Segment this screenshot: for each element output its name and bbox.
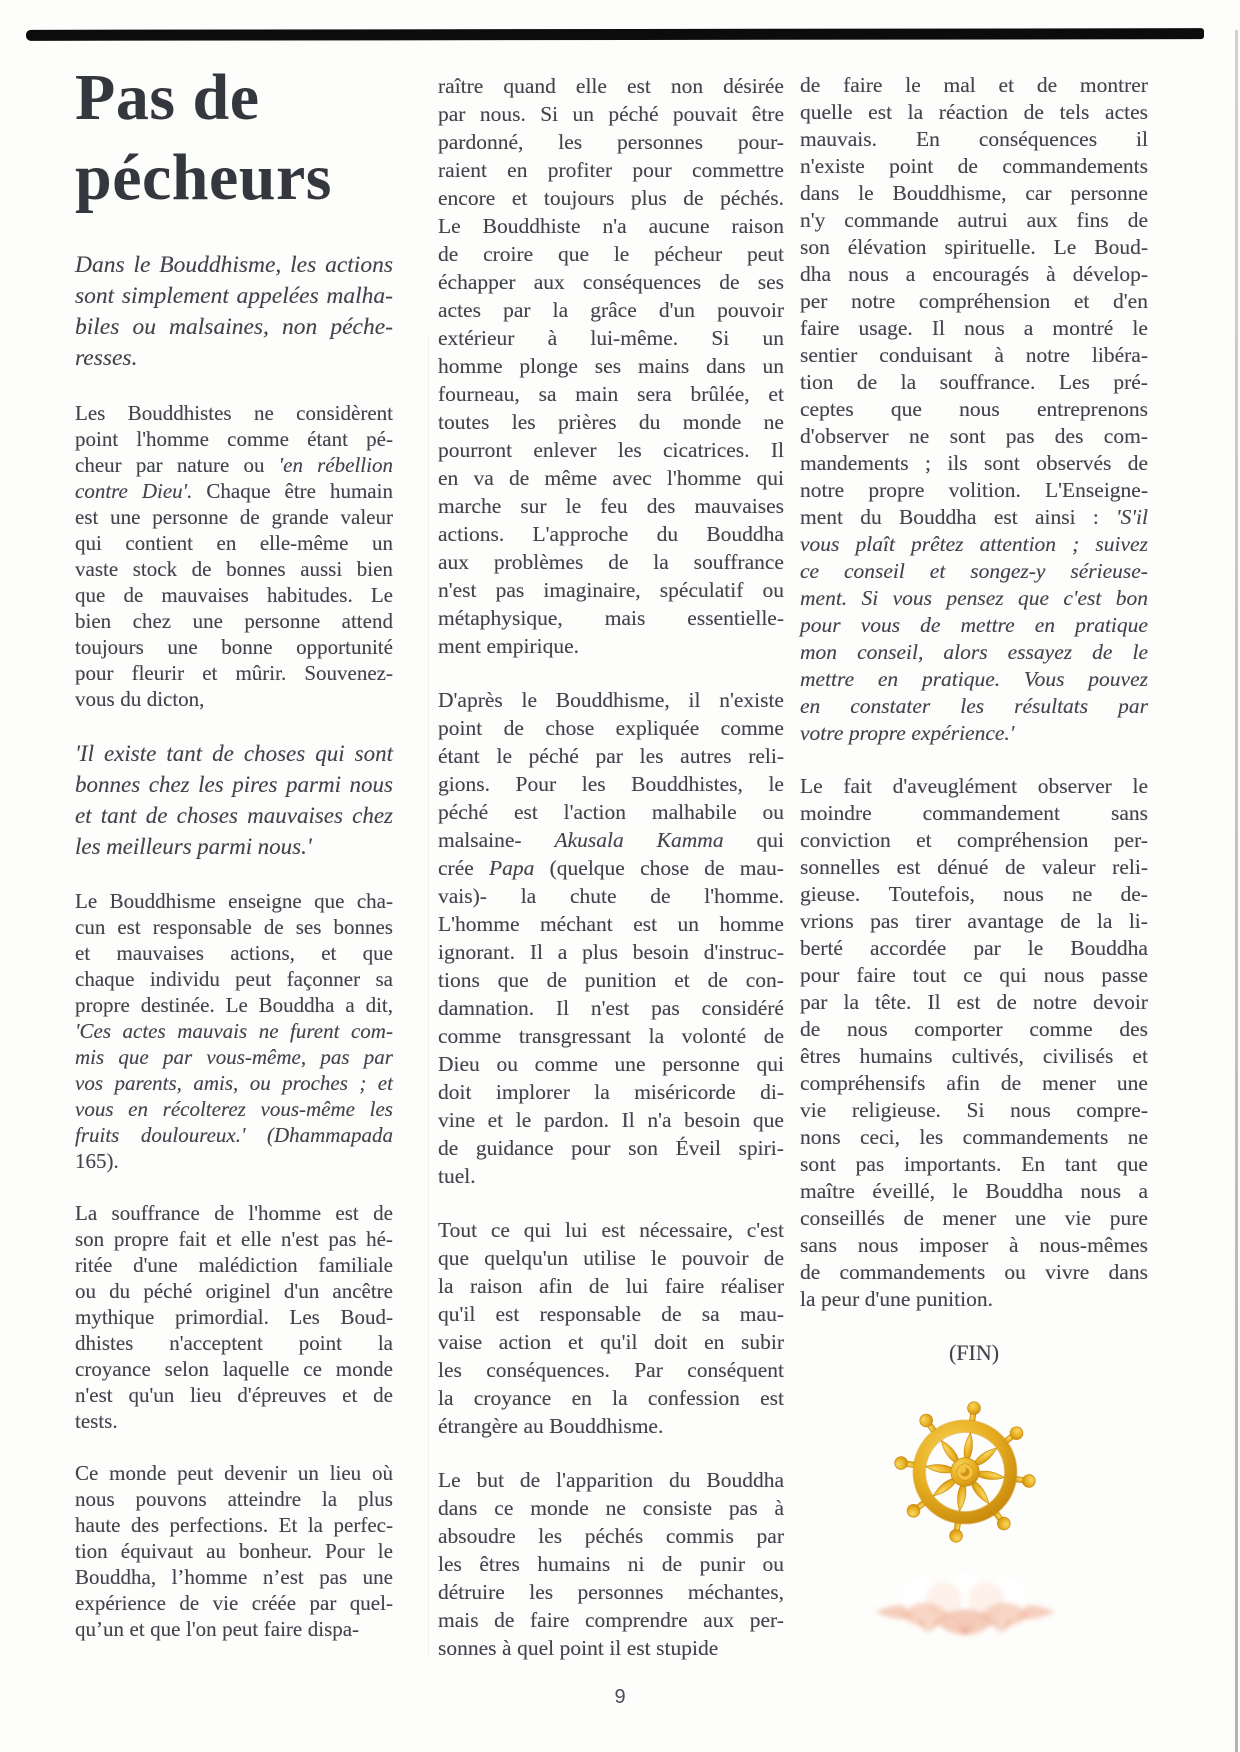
text-line: de guidance pour son Éveil spiri-: [438, 1136, 784, 1160]
text-line: vous plaît prêtez attention ; suivez: [800, 532, 1148, 556]
article-title: Pas de pécheurs: [75, 61, 332, 214]
text-line: mais de faire comprendre aux per-: [438, 1608, 784, 1632]
text-line: point de chose expliquée comme: [438, 716, 784, 740]
text-line: nous pouvons atteindre la plus: [75, 1487, 393, 1511]
illustration: [845, 1392, 1085, 1657]
text-line: haute des perfections. Et la perfec-: [75, 1513, 393, 1537]
text-line: vine et le pardon. Il n'a besoin que: [438, 1108, 784, 1132]
text-line: toutes les prières du monde ne: [438, 410, 784, 434]
text-line: ce conseil et songez-y sérieuse-: [800, 559, 1148, 583]
text-line: point l'homme comme étant pé-: [75, 427, 393, 451]
text-line: que de mauvaises habitudes. Le: [75, 583, 393, 607]
text-line: dans ce monde ne consiste pas à: [438, 1496, 784, 1520]
text-line: la peur d'une punition.: [800, 1287, 993, 1311]
text-line: pour vous de mettre en pratique: [800, 613, 1148, 637]
text-line: aux problèmes de la souffrance: [438, 550, 784, 574]
text-line: qu’un et que l'on peut faire dispa-: [75, 1617, 360, 1641]
text-line: actes par la grâce d'un pouvoir: [438, 298, 784, 322]
paragraph-responsibility: [75, 888, 393, 1174]
text-line: damnation. Il n'est pas considéré: [438, 996, 784, 1020]
text-line: gieuse. Toutefois, nous ne de-: [800, 882, 1148, 906]
text-line: vaste stock de bonnes aussi bien: [75, 557, 393, 581]
text-line: biles ou malsaines, non péche-: [75, 314, 393, 340]
text-line: toujours une bonne opportunité: [75, 635, 393, 659]
text-line: pourront enlever les cicatrices. Il: [438, 438, 784, 462]
text-line: maître éveillé, le Bouddha nous a: [800, 1179, 1148, 1203]
text-line: vaise action et qu'il doit en subir: [438, 1330, 784, 1354]
text-column-3: [800, 72, 1148, 1392]
text-line: qu'il est responsable de sa mau-: [438, 1302, 784, 1326]
text-line: Le Bouddhiste n'a aucune raison: [438, 214, 784, 238]
text-line: compréhensifs afin de mener une: [800, 1071, 1148, 1095]
text-line: mettre en pratique. Vous pouvez: [800, 667, 1148, 691]
text-line: conviction et compréhension per-: [800, 828, 1148, 852]
text-line: vais)- la chute de l'homme.: [438, 884, 784, 908]
text-line: 'Ces actes mauvais ne furent com-: [75, 1019, 393, 1043]
paragraph-but-apparition: [438, 1466, 784, 1662]
text-line: fourneau, sa main sera brûlée, et: [438, 382, 784, 406]
lead-paragraph: [75, 250, 393, 374]
text-line: bien chez une personne attend: [75, 609, 393, 633]
text-line: n'est qu'un lieu d'épreuves et de: [75, 1383, 393, 1407]
paragraph-akusala: [438, 686, 784, 1190]
text-line: mauvais. En conséquences il: [800, 127, 1148, 151]
page-number: 9: [614, 1686, 626, 1708]
text-line: raient en profiter pour commettre: [438, 158, 784, 182]
quote-dicton: [75, 738, 393, 862]
text-line: par la tête. Il est de notre devoir: [800, 990, 1148, 1014]
text-line: de commandements ou vivre dans: [800, 1260, 1148, 1284]
text-line: péché est l'action malhabile ou: [438, 800, 784, 824]
text-line: de croire que le pécheur peut: [438, 242, 784, 266]
text-line: Dieu ou comme une personne qui: [438, 1052, 784, 1076]
text-line: extérieur à lui-même. Si un: [438, 326, 784, 350]
text-line: tions que de punition et de con-: [438, 968, 784, 992]
text-line: Tout ce qui lui est nécessaire, c'est: [438, 1218, 784, 1242]
text-line: vous du dicton,: [75, 687, 205, 711]
text-line: d'observer ne sont pas des com-: [800, 424, 1148, 448]
text-column-1: [75, 58, 393, 1668]
text-line: sentier conduisant à notre libéra-: [800, 343, 1148, 367]
text-line: croyance selon laquelle ce monde: [75, 1357, 393, 1381]
paragraph-commandements: [800, 72, 1148, 747]
text-line: dans le Bouddhisme, car personne: [800, 181, 1148, 205]
text-line: comme transgressant la volonté de: [438, 1024, 784, 1048]
text-line: détruire les personnes méchantes,: [438, 1580, 784, 1604]
text-line: sont simplement appelées malha-: [75, 283, 393, 309]
text-line: les êtres humains ni de punir ou: [438, 1552, 784, 1576]
text-line: mythique primordial. Les Boud-: [75, 1305, 393, 1329]
text-line: notre propre volition. L'Enseigne-: [800, 478, 1148, 502]
text-line: absoudre les péchés commis par: [438, 1524, 784, 1548]
text-line: ritée d'une malédiction familiale: [75, 1253, 393, 1277]
text-line: vie religieuse. Si nous compre-: [800, 1098, 1148, 1122]
text-line: moindre commandement sans: [800, 801, 1148, 825]
text-column-2: [438, 72, 784, 1688]
text-line: ignorant. Il a plus besoin d'instruc-: [438, 940, 784, 964]
fin-marker: [800, 1339, 1148, 1366]
text-line: Le Bouddhisme enseigne que cha-: [75, 889, 393, 913]
text-line: n'existe point de commandements: [800, 154, 1148, 178]
text-line: ment. Si vous pensez que c'est bon: [800, 586, 1148, 610]
text-line: échapper aux conséquences de ses: [438, 270, 784, 294]
text-line: tion de la souffrance. Les pré-: [800, 370, 1148, 394]
text-line: Dans le Bouddhisme, les actions: [75, 252, 393, 278]
text-line: et mauvaises actions, et que: [75, 941, 393, 965]
paragraph-no-sinner: [75, 400, 393, 712]
text-line: encore et toujours plus de péchés.: [438, 186, 784, 210]
text-line: propre destinée. Le Bouddha a dit,: [75, 993, 393, 1017]
text-line: sont pas importants. En tant que: [800, 1152, 1148, 1176]
text-line: n'est pas imaginaire, spéculatif ou: [438, 578, 784, 602]
text-line: bonnes chez les pires parmi nous: [75, 772, 393, 797]
text-line: votre propre expérience.': [800, 721, 1015, 745]
lotus-icon: [865, 1560, 1065, 1655]
text-line: pour faire tout ce qui nous passe: [800, 963, 1148, 987]
text-line: chaque individu peut façonner sa: [75, 967, 393, 991]
text-line: (FIN): [948, 1340, 1000, 1365]
text-line: de nous comporter comme des: [800, 1017, 1148, 1041]
paragraph-consequences: [438, 72, 784, 660]
paragraph-perfection: [75, 1460, 393, 1642]
text-line: Bouddha, l’homme n’est pas une: [75, 1565, 393, 1589]
text-line: quelle est la réaction de tels actes: [800, 100, 1148, 124]
text-line: êtres humains cultivés, civilisés et: [800, 1044, 1148, 1068]
text-line: homme plonge ses mains dans un: [438, 354, 784, 378]
text-line: expérience de vie créée par quel-: [75, 1591, 393, 1615]
text-line: conseillés de mener une vie pure: [800, 1206, 1148, 1230]
text-line: crée Papa (quelque chose de mau-: [438, 856, 784, 880]
text-line: mandements ; ils sont observés de: [800, 451, 1148, 475]
text-line: doit implorer la miséricorde di-: [438, 1080, 784, 1104]
text-line: et tant de choses mauvaises chez: [75, 803, 393, 828]
text-line: cun est responsable de ses bonnes: [75, 915, 393, 939]
text-line: sonnes à quel point il est stupide: [438, 1636, 719, 1660]
paragraph-raison: [438, 1216, 784, 1440]
text-line: son élévation spirituelle. Le Boud-: [800, 235, 1148, 259]
text-line: cheur par nature ou 'en rébellion: [75, 453, 393, 477]
text-line: ou du péché originel d'un ancêtre: [75, 1279, 393, 1303]
text-line: malsaine- Akusala Kamma qui: [438, 828, 784, 852]
text-line: D'après le Bouddhisme, il n'existe: [438, 688, 784, 712]
text-line: en va de même avec l'homme qui: [438, 466, 784, 490]
text-line: fruits douloureux.' (Dhammapada: [75, 1123, 393, 1147]
text-line: sans nous imposer à nous-mêmes: [800, 1233, 1148, 1257]
text-line: est une personne de grande valeur: [75, 505, 393, 529]
text-line: berté accordée par le Bouddha: [800, 936, 1148, 960]
text-line: vos parents, amis, ou proches ; et: [75, 1071, 393, 1095]
text-line: La souffrance de l'homme est de: [75, 1201, 393, 1225]
text-line: vrions pas tirer avantage de la li-: [800, 909, 1148, 933]
text-line: pour fleurir et mûrir. Souvenez-: [75, 661, 393, 685]
text-line: 165).: [75, 1149, 119, 1173]
text-line: vous en récolterez vous-même les: [75, 1097, 393, 1121]
scan-artifact-top-bar: [26, 28, 1204, 41]
text-line: qui contient en elle-même un: [75, 531, 393, 555]
text-line: dha nous a encouragés à dévelop-: [800, 262, 1148, 286]
text-line: sonnelles est dénué de valeur reli-: [800, 855, 1148, 879]
text-line: étrangère au Bouddhisme.: [438, 1414, 664, 1438]
text-line: resses.: [75, 345, 138, 371]
text-line: n'y commande autrui aux fins de: [800, 208, 1148, 232]
text-line: ment du Bouddha est ainsi : 'S'il: [800, 505, 1148, 529]
text-line: de faire le mal et de montrer: [800, 73, 1148, 97]
text-line: ceptes que nous entreprenons: [800, 397, 1148, 421]
text-line: mis que par vous-même, pas par: [75, 1045, 393, 1069]
text-line: que quelqu'un utilise le pouvoir de: [438, 1246, 784, 1270]
text-line: Ce monde peut devenir un lieu où: [75, 1461, 393, 1485]
text-line: L'homme méchant est un homme: [438, 912, 784, 936]
text-line: la croyance en la confession est: [438, 1386, 784, 1410]
text-line: Le but de l'apparition du Bouddha: [438, 1468, 784, 1492]
text-line: métaphysique, mais essentielle-: [438, 606, 784, 630]
text-line: marche sur le feu des mauvaises: [438, 494, 784, 518]
paragraph-aveuglement: [800, 773, 1148, 1313]
paragraph-suffering: [75, 1200, 393, 1434]
text-line: par nous. Si un péché pouvait être: [438, 102, 784, 126]
text-line: tion équivaut au bonheur. Pour le: [75, 1539, 393, 1563]
text-line: dhistes n'acceptent point la: [75, 1331, 393, 1355]
text-line: en constater les résultats par: [800, 694, 1148, 718]
text-line: tuel.: [438, 1164, 476, 1188]
text-line: mon conseil, alors essayez de le: [800, 640, 1148, 664]
dharma-wheel-icon: [890, 1392, 1040, 1552]
text-line: les meilleurs parmi nous.': [75, 834, 312, 859]
scan-artifact-edge-line: [1235, 30, 1238, 1752]
text-line: actions. L'approche du Bouddha: [438, 522, 784, 546]
text-line: nons ceci, les commandements ne: [800, 1125, 1148, 1149]
text-line: Le fait d'aveuglément observer le: [800, 774, 1148, 798]
text-line: per notre compréhension et d'en: [800, 289, 1148, 313]
text-line: contre Dieu'. Chaque être humain: [75, 479, 393, 503]
text-line: gions. Pour les Bouddhistes, le: [438, 772, 784, 796]
text-line: son propre fait et elle n'est pas hé-: [75, 1227, 393, 1251]
scan-artifact-gutter-noise: [428, 335, 429, 1655]
text-line: étant le péché par les autres reli-: [438, 744, 784, 768]
text-line: tests.: [75, 1409, 118, 1433]
text-line: 'Il existe tant de choses qui sont: [75, 741, 393, 766]
text-line: pardonné, les personnes pour-: [438, 130, 784, 154]
text-line: Les Bouddhistes ne considèrent: [75, 401, 393, 425]
text-line: raître quand elle est non désirée: [438, 74, 784, 98]
text-line: faire usage. Il nous a montré le: [800, 316, 1148, 340]
text-line: ment empirique.: [438, 634, 580, 658]
text-line: la raison afin de lui faire réaliser: [438, 1274, 784, 1298]
text-line: les conséquences. Par conséquent: [438, 1358, 784, 1382]
